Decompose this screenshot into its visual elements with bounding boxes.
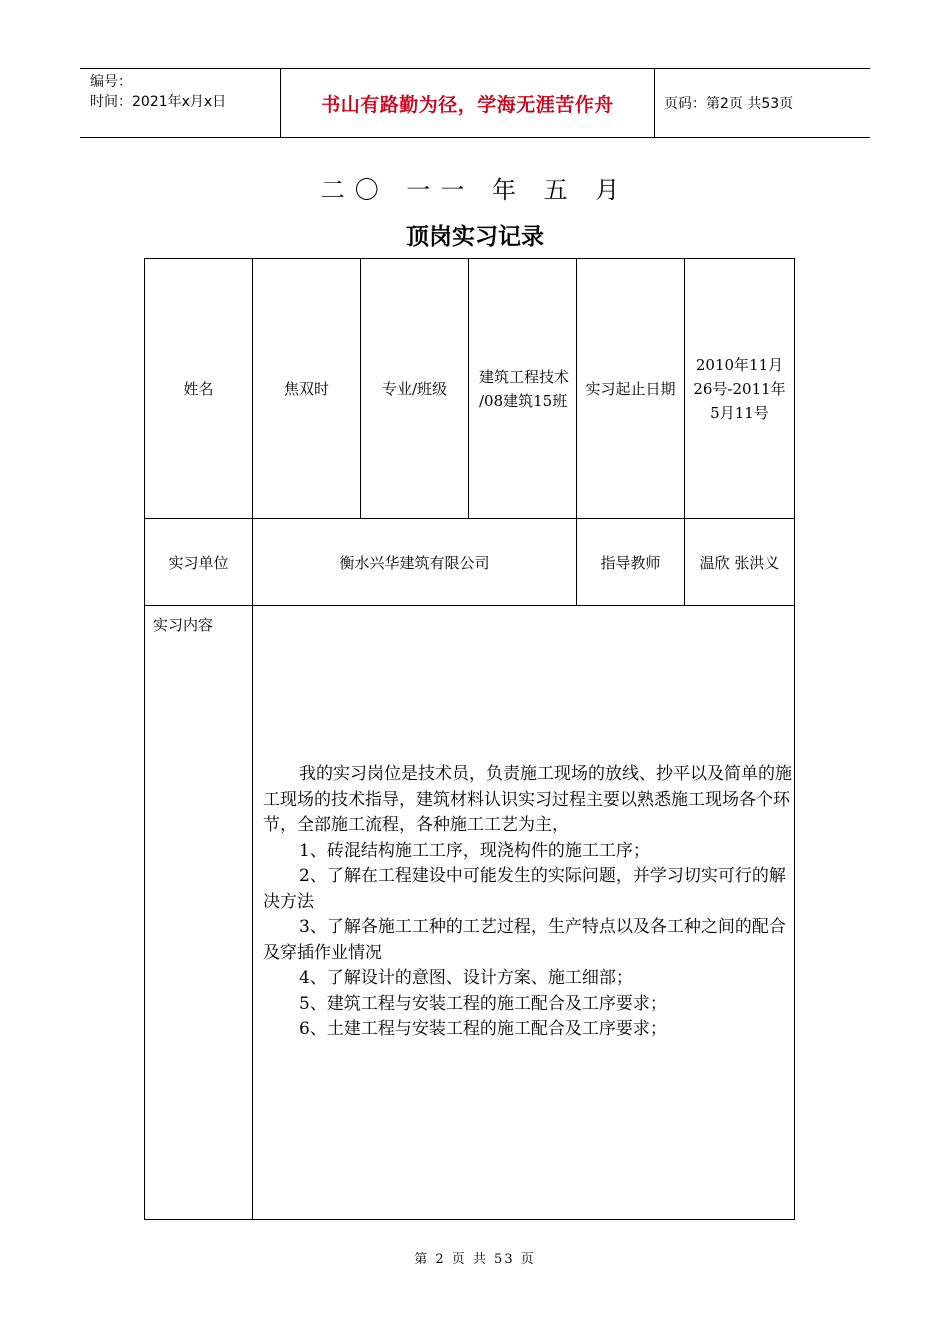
content-text	[253, 606, 794, 1043]
document-title: 顶岗实习记录	[406, 224, 544, 250]
period-value	[685, 259, 795, 519]
period-line1: 2010年11月	[695, 355, 784, 374]
date-line: 二〇 一一 年 五 月	[320, 176, 630, 204]
motto-text: 书山有路勤为径，学海无涯苦作舟	[321, 93, 614, 116]
content-paragraph: 6、土建工程与安装工程的施工配合及工序要求；	[299, 1019, 667, 1039]
period-line2: 26号-2011年	[693, 379, 786, 398]
unit-label: 实习单位	[145, 519, 253, 606]
table-row	[145, 519, 795, 606]
table-row	[145, 259, 795, 519]
content-paragraph: 5、建筑工程与安装工程的施工配合及工序要求；	[299, 993, 667, 1014]
number-label: 编号：	[90, 74, 132, 90]
period-line3: 5月11号	[710, 403, 769, 422]
table-row	[145, 606, 795, 1220]
content-paragraph: 4、了解设计的意图、设计方案、施工细部；	[299, 968, 633, 988]
teacher-value: 温欣 张洪义	[685, 519, 795, 606]
name-label: 姓名	[145, 259, 253, 519]
page-footer: 第 2 页 共 53 页	[414, 1252, 536, 1267]
period-label: 实习起止日期	[577, 259, 685, 519]
unit-value: 衡水兴华建筑有限公司	[253, 519, 577, 606]
content-label: 实习内容	[145, 606, 253, 1220]
content-paragraph: 3、了解各施工工种的工艺过程，生产特点以及各工种之间的配合及穿插作业情况	[263, 917, 786, 963]
major-value-line1: 建筑工程技术	[479, 367, 570, 386]
header-meta	[80, 69, 280, 137]
time-label: 时间：2021年x月x日	[90, 94, 227, 110]
content-paragraph: 1、砖混结构施工工序，现浇构件的施工工序；	[299, 840, 650, 861]
teacher-label: 指导教师	[577, 519, 685, 606]
content-paragraph: 2、了解在工程建设中可能发生的实际问题，并学习切实可行的解决方法	[263, 866, 786, 912]
document-header	[80, 68, 870, 138]
internship-record-table	[144, 258, 795, 1220]
header-motto-cell	[280, 69, 655, 137]
major-value-line2: /08建筑15班	[479, 391, 568, 410]
content-body	[253, 606, 795, 1220]
major-label: 专业/班级	[361, 259, 469, 519]
content-paragraph: 我的实习岗位是技术员，负责施工现场的放线、抄平以及简单的施工现场的技术指导，建筑材料认识实习过程主要以熟悉施工现场各个环节，全部施工流程，各种施工工艺为主，	[263, 764, 792, 835]
name-value: 焦双时	[253, 259, 361, 519]
header-page-info: 页码：第2页 共53页	[664, 96, 794, 112]
major-value	[469, 259, 577, 519]
